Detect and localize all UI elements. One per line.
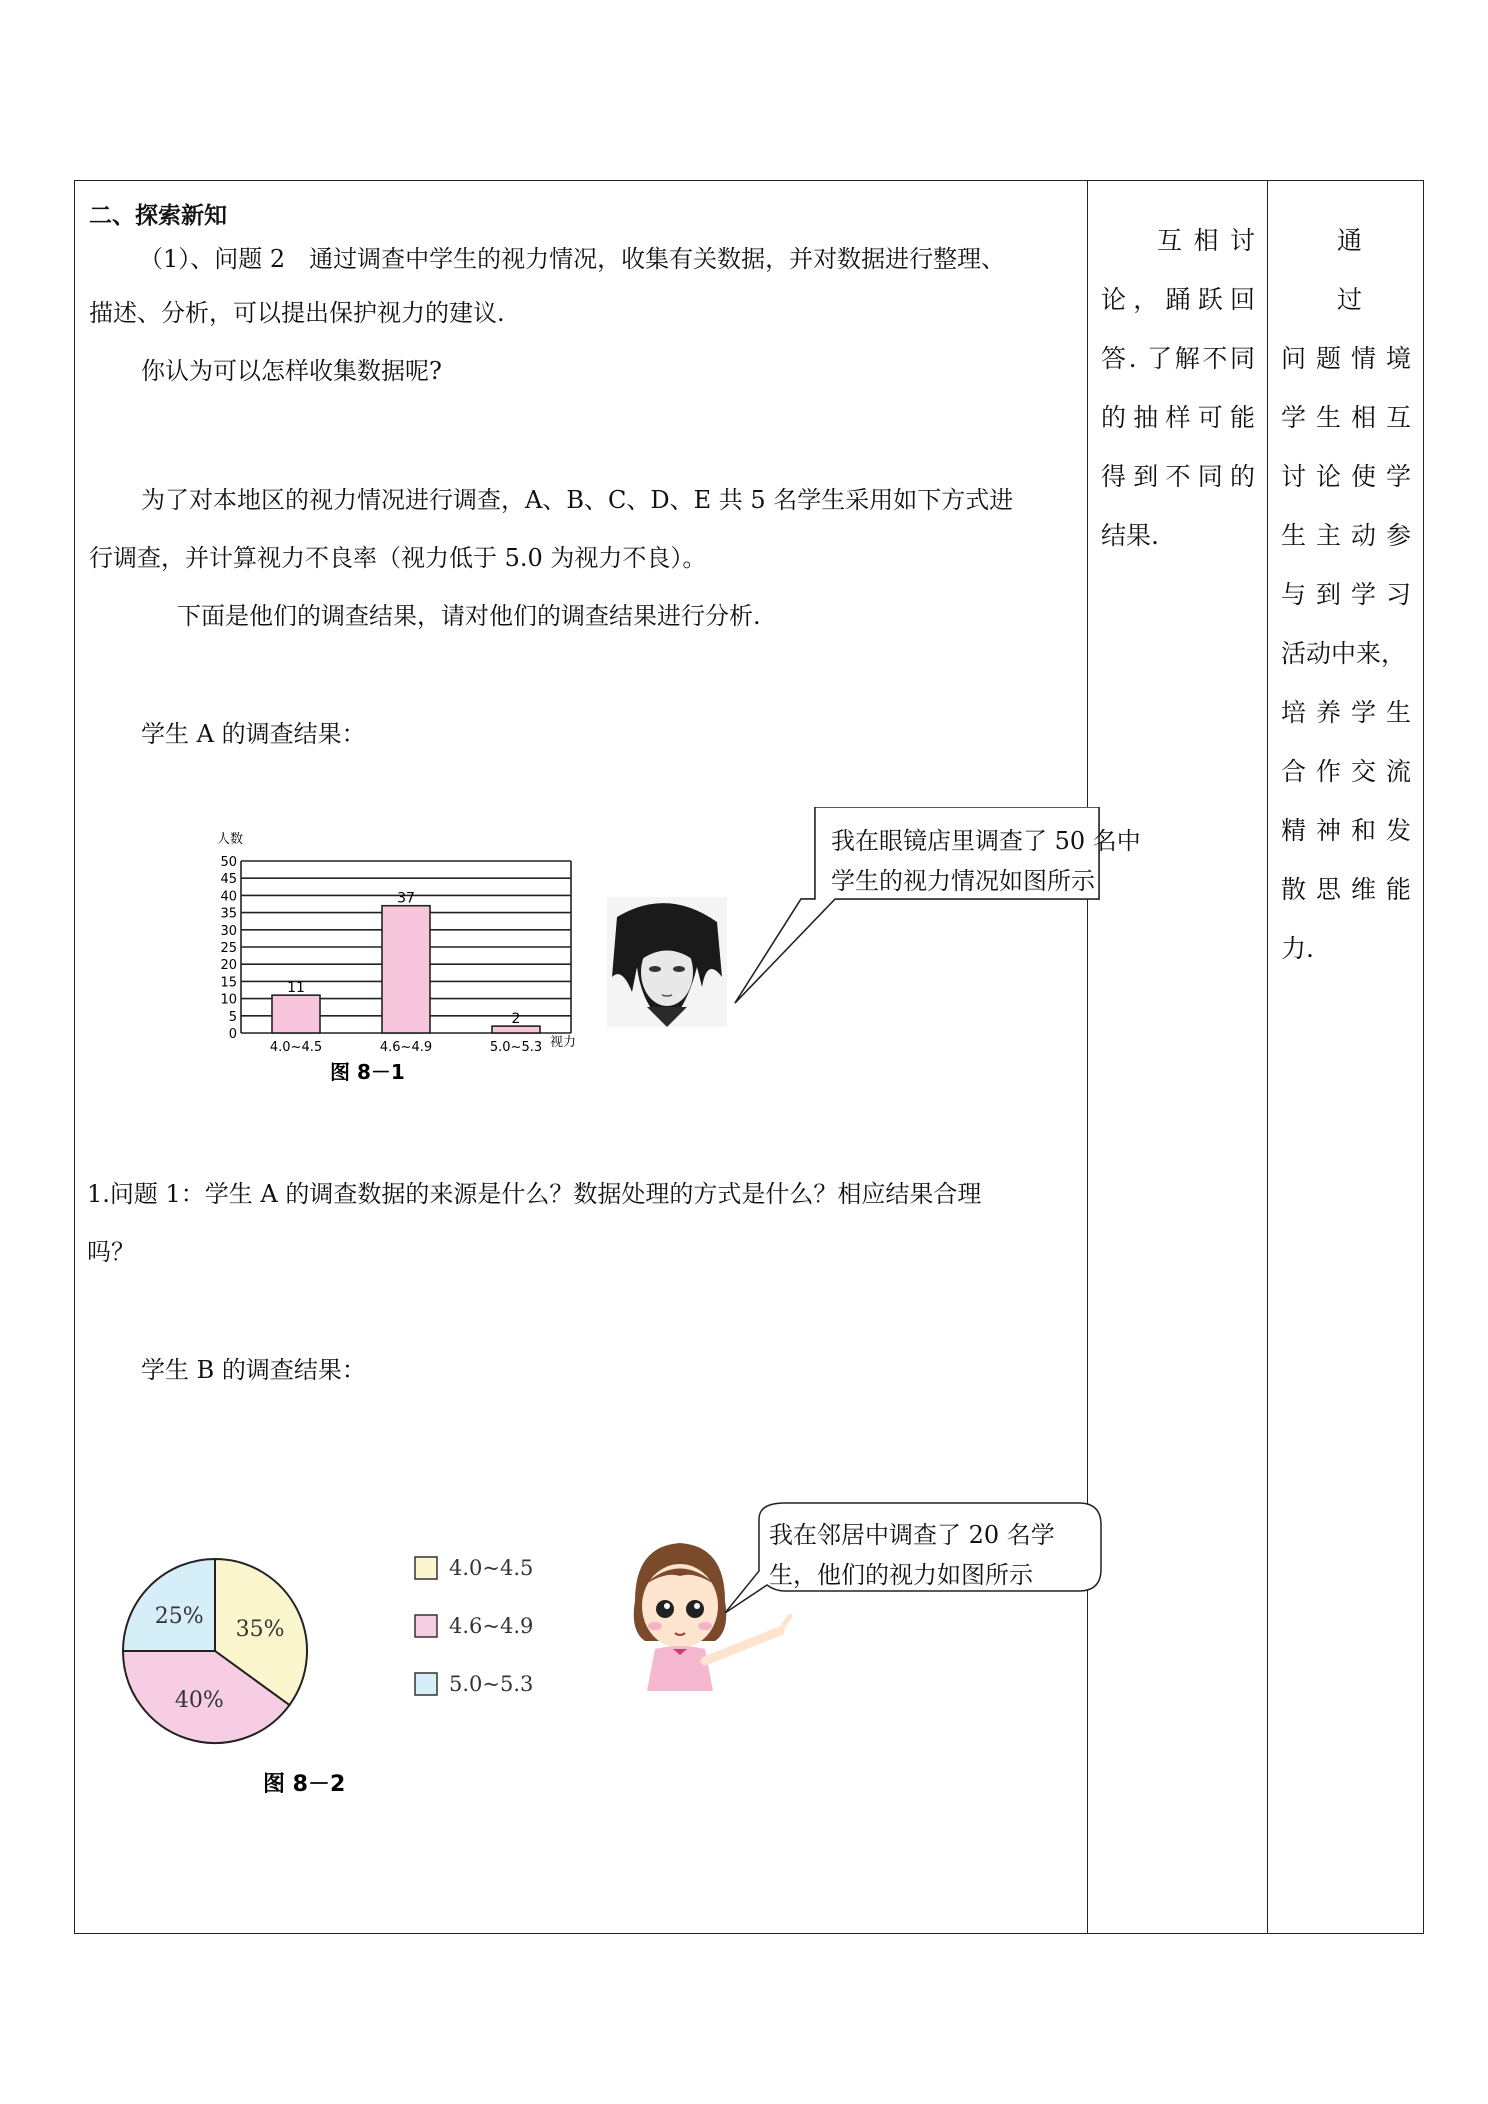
- bar-value-label: 11: [287, 980, 305, 997]
- col3-line: 通 过: [1337, 226, 1388, 314]
- legend-swatch: [415, 1615, 437, 1637]
- question1-line-2: 吗？: [87, 1238, 135, 1266]
- chart-caption: 图 8－1: [330, 1060, 405, 1084]
- col3-line: 问题情境: [1281, 344, 1411, 373]
- col3-line: 培养学生: [1281, 698, 1411, 727]
- col3-line: 力.: [1281, 934, 1314, 963]
- col3-line: 活动中来，: [1281, 639, 1407, 668]
- design-intent-column: [1281, 211, 1411, 978]
- y-tick-label: 35: [220, 906, 237, 922]
- col2-line: 答. 了解不同: [1101, 344, 1255, 373]
- y-tick-label: 15: [220, 975, 237, 991]
- legend-swatch: [415, 1673, 437, 1695]
- col2-line: 结果.: [1101, 521, 1159, 550]
- col3-line: 讨论使学: [1281, 462, 1411, 491]
- survey-line-1: 为了对本地区的视力情况进行调查，A、B、C、D、E 共 5 名学生采用如下方式进: [141, 486, 1014, 514]
- bar: [492, 1026, 540, 1033]
- chart-caption: 图 8－2: [263, 1772, 346, 1797]
- pie-legend: [415, 1556, 533, 1696]
- bubble-a-line-2: 学生的视力情况如图所示: [831, 867, 1095, 895]
- intro-line-1: （1）、问题 2 通过调查中学生的视力情况，收集有关数据，并对数据进行整理、: [139, 245, 1006, 273]
- intro-line-2: 描述、分析，可以提出保护视力的建议.: [89, 299, 505, 327]
- legend-swatch: [415, 1557, 437, 1579]
- pie-slice-label: 25%: [154, 1604, 204, 1630]
- y-tick-label: 40: [220, 889, 237, 905]
- pie-slices: [123, 1559, 307, 1743]
- main-content: [89, 197, 1089, 400]
- section-title: 二、探索新知: [89, 203, 227, 229]
- anime-boy-image: [607, 897, 727, 1027]
- legend-label: 4.0~4.5: [449, 1556, 534, 1580]
- y-tick-label: 5: [228, 1009, 237, 1025]
- lesson-table: [74, 180, 1424, 1934]
- question1-line-1: 1.问题 1：学生 A 的调查数据的来源是什么？数据处理的方式是什么？相应结果合理: [87, 1180, 982, 1208]
- col3-line: 合作交流: [1281, 757, 1411, 786]
- col3-line: 学生相互: [1281, 403, 1411, 432]
- legend-label: 5.0~5.3: [449, 1672, 534, 1696]
- bubble-a-text: [831, 821, 1161, 901]
- legend-label: 4.6~4.9: [449, 1614, 534, 1638]
- bar-value-label: 2: [511, 1011, 521, 1028]
- y-tick-label: 10: [220, 992, 237, 1008]
- x-tick-label: 4.6~4.9: [379, 1040, 433, 1055]
- survey-line-2: 行调查，并计算视力不良率（视力低于 5.0 为视力不良）。: [89, 544, 707, 572]
- col2-line: 的抽样可能: [1101, 403, 1255, 432]
- y-axis-label: 人数: [217, 832, 244, 847]
- bubble-b-line-2: 生，他们的视力如图所示: [769, 1561, 1033, 1589]
- col3-line: 散思维能: [1281, 875, 1411, 904]
- col3-line: 与到学习: [1281, 580, 1411, 609]
- y-tick-label: 50: [220, 855, 237, 870]
- pie-chart: [85, 1491, 605, 1811]
- pie-slice-label: 35%: [235, 1617, 285, 1643]
- question-collect: 你认为可以怎样收集数据呢?: [141, 357, 442, 385]
- y-tick-label: 45: [220, 872, 237, 888]
- col2-line: 得到不同的: [1101, 462, 1255, 491]
- below-text: 下面是他们的调查结果，请对他们的调查结果进行分析.: [177, 602, 761, 630]
- col3-line: 精神和发: [1281, 816, 1411, 845]
- x-tick-label: 5.0~5.3: [489, 1040, 543, 1055]
- bar-value-label: 37: [397, 890, 415, 907]
- column-divider: [1087, 181, 1088, 1933]
- y-tick-label: 0: [228, 1027, 237, 1042]
- col3-line: 生主动参: [1281, 521, 1411, 550]
- bar: [272, 995, 320, 1033]
- y-tick-label: 25: [220, 941, 237, 956]
- x-tick-labels: [270, 1040, 542, 1055]
- activity-column: [1101, 211, 1255, 565]
- column-divider: [1267, 181, 1268, 1933]
- bubble-b-text: [769, 1515, 1099, 1595]
- col2-line: 论，踊跃回: [1101, 285, 1255, 314]
- student-a-label: 学生 A 的调查结果：: [141, 720, 366, 748]
- y-tick-label: 20: [220, 958, 237, 974]
- x-tick-label: 4.0~4.5: [269, 1040, 323, 1055]
- student-b-label: 学生 B 的调查结果：: [141, 1356, 366, 1384]
- bubble-a-line-1: 我在眼镜店里调查了 50 名中: [831, 827, 1141, 855]
- bar: [382, 906, 430, 1033]
- bubble-b-line-1: 我在邻居中调查了 20 名学: [769, 1521, 1055, 1549]
- pie-slice-label: 40%: [174, 1688, 224, 1714]
- col2-line: 互 相 讨: [1157, 226, 1255, 255]
- y-tick-label: 30: [220, 923, 237, 939]
- y-tick-labels: [220, 855, 237, 1042]
- bar-chart: [145, 821, 605, 1111]
- x-axis-label: 视力: [550, 1035, 577, 1050]
